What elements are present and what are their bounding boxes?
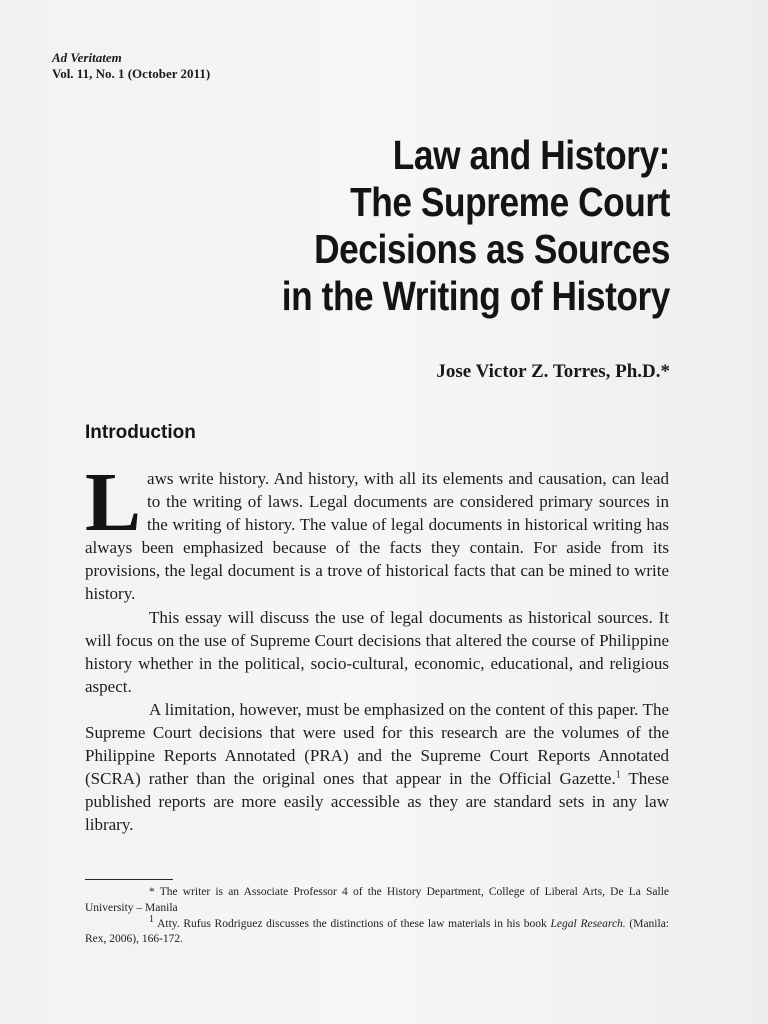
footnote-author: * The writer is an Associate Professor 4 of the History Department, College of Liberal Arts, De La Salle University – Manila xyxy=(85,886,669,914)
footnotes xyxy=(85,885,669,948)
journal-header xyxy=(52,50,210,82)
footnote-1 xyxy=(85,913,669,949)
paragraph-3-end: These published reports are more easily accessible as they are standard sets in any law library. xyxy=(85,769,669,835)
paragraph-1-text: aws write history. And history, with all its elements and causation, can lead to the writing of laws. Legal documents are considered primary sources in the writing of history. The value of legal documents in historical writing has always been emphasized because of the facts they contain. For aside from its provisions, the legal document is a trove of historical facts that can be mined to write history. xyxy=(85,469,669,604)
footnote-1-book: Legal Research. xyxy=(550,917,626,930)
title-line-3: Decisions as Sources xyxy=(314,226,670,272)
drop-cap: L xyxy=(85,456,142,549)
footnote-divider xyxy=(85,879,173,880)
title-line-1: Law and History: xyxy=(392,132,670,178)
footnote-1-text: Atty. Rufus Rodriguez discusses the distinctions of these law materials in his book xyxy=(154,917,551,930)
paragraph-3 xyxy=(85,698,669,837)
author-name: Jose Victor Z. Torres, Ph.D.* xyxy=(436,361,670,382)
paragraph-1 xyxy=(85,456,669,606)
paragraph-2: This essay will discuss the use of legal documents as historical sources. It will focus on the use of Supreme Court decisions that altered the course of Philippine history whether in the political, socio-cultural, economic, educational, and religious aspect. xyxy=(85,607,669,696)
article-body xyxy=(85,456,669,837)
journal-name: Ad Veritatem xyxy=(52,50,122,65)
section-heading: Introduction xyxy=(85,422,196,443)
title-line-2: The Supreme Court xyxy=(350,179,670,225)
footnote-1-mark: 1 xyxy=(149,913,154,925)
article-title xyxy=(188,132,670,320)
title-line-4: in the Writing of History xyxy=(281,273,670,319)
journal-volume: Vol. 11, No. 1 (October 2011) xyxy=(52,66,211,81)
paragraph-3-text: A limitation, however, must be emphasized on the content of this paper. The Supreme Court decisions that were used for this research are the volumes of the Philippine Reports Annotated (PRA) and the Supreme Court Reports Annotated (SCRA) rather than the original ones that appear in the Official Gazette. xyxy=(85,699,669,789)
footnote-1-end: (Manila: Rex, 2006), 166-172. xyxy=(85,917,669,946)
footnote-ref-1: 1 xyxy=(615,769,621,781)
